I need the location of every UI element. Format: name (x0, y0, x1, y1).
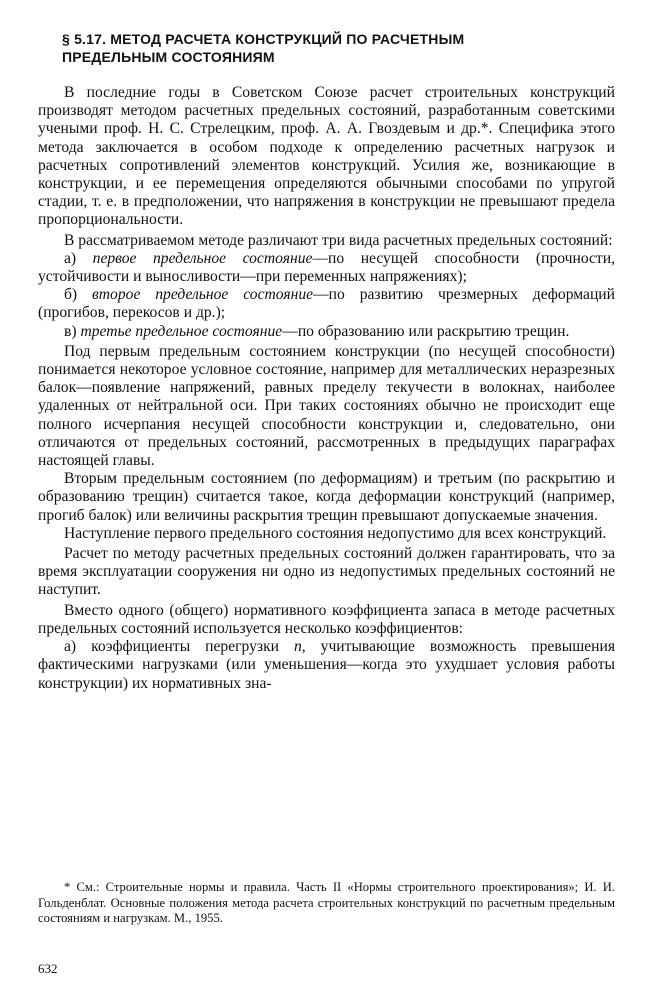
list-description: —по несущей способности (прочности, устойчивости и выносливости—при переменных напряжениях); (38, 249, 615, 286)
list-text-after: , учитывающие возможность превышения фактическими нагрузками (или уменьшения—когда это ухудшает условия работы конструкции) их нормативных зна- (38, 638, 615, 692)
list-item-overload-coefficients (38, 638, 615, 693)
list-description: —по развитию чрезмерных деформаций (прогибов, перекосов и др.); (38, 286, 615, 322)
list-item-third-state (38, 323, 615, 341)
footnote: * См.: Строительные нормы и правила. Часть II «Нормы строительного проектирования»; И. И. Гольденблат. Основные положения метода расчета строительных конструкций по расчетным предельным состояниям и нагрузкам. М., 1955. (38, 880, 615, 925)
list-item-second-state (38, 286, 615, 322)
paragraph-three-states: В рассматриваемом методе различают три вида расчетных предельных состояний: (64, 231, 613, 249)
list-text-before: коэффициенты перегрузки (91, 638, 294, 656)
list-marker: в) (64, 322, 77, 340)
list-description: —по образованию или раскрытию трещин. (282, 322, 570, 340)
paragraph-intro: В последние годы в Советском Союзе расчет строительных конструкций производят методом расчетных предельных состояний, разработанным советскими учеными проф. Н. С. Стрелецким, проф. А. А. Гвоздевым и др.*. Специфика этого метода заключается в особом подходе к определению расчетных нагрузок и расчетных сопротивлений элементов конструкций. Усилия же, возникающие в конструкции, и ее перемещения определяются обычными способами по упругой стадии, т. е. в предположении, что напряжения в конструкции не превышают предела пропорциональности. (38, 84, 615, 229)
paragraph-second-third-states: Вторым предельным состоянием (по деформациям) и третьим (по раскрытию и образованию трещин) считается такое, когда деформации конструкций (например, прогиб балок) или величины раскрытия трещин превышают допускаемые значения. (38, 470, 615, 524)
paragraph-inadmissible: Наступление первого предельного состояния недопустимо для всех конструкций. (64, 524, 607, 542)
section-heading: § 5.17. МЕТОД РАСЧЕТА КОНСТРУКЦИЙ ПО РАСЧЕТНЫМ ПРЕДЕЛЬНЫМ СОСТОЯНИЯМ (62, 31, 465, 65)
paragraph-coefficients: Вместо одного (общего) нормативного коэффициента запаса в методе расчетных предельных состояний используется несколько коэффициентов: (38, 601, 615, 637)
paragraph-first-state-definition: Под первым предельным состоянием конструкции (по несущей способности) понимается некоторое условное состояние, например для металлических неразрезных балок—появление напряжений, равных пределу текучести в волокнах, наиболее удаленных от нейтральной оси. При таких состояниях обычно не происходит еще полного исчерпания несущей способности конструкции и, следовательно, они отличаются от предельных состояний, рассмотренных в предыдущих параграфах настоящей главы. (38, 342, 615, 470)
main-text (38, 84, 615, 693)
list-marker: а) (64, 638, 77, 656)
list-term: первое предельное состояние (92, 249, 313, 267)
list-term: второе предельное состояние (92, 286, 314, 304)
paragraph-guarantee: Расчет по методу расчетных предельных состояний должен гарантировать, что за время эксплуатации сооружения ни одно из недопустимых предельных состояний не наступит. (38, 545, 615, 599)
list-marker: б) (64, 286, 78, 304)
coefficient-symbol: n (293, 638, 302, 656)
page-number: 632 (38, 961, 58, 976)
list-marker: а) (64, 249, 77, 267)
list-term: третье предельное состояние (80, 322, 283, 340)
list-item-first-state (38, 250, 615, 286)
